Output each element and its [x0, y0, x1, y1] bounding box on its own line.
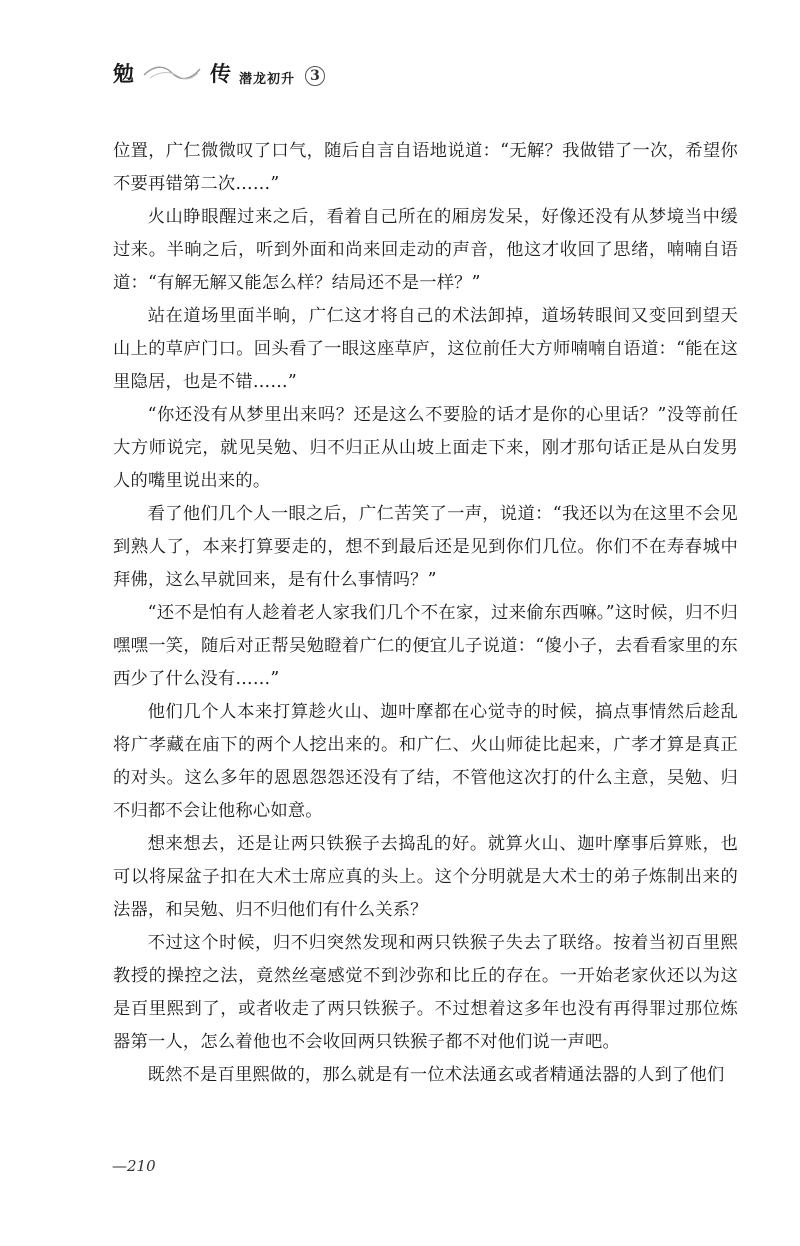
- header-volume-number: 3: [305, 66, 325, 86]
- paragraph: 想来想去，还是让两只铁猴子去捣乱的好。就算火山、迦叶摩事后算账，也可以将屎盆子扣在大术士席应真的头上。这个分明就是大术士的弟子炼制出来的法器，和吴勉、归不归他们有什么关系？: [113, 834, 738, 920]
- paragraph: 位置，广仁微微叹了口气，随后自言自语地说道：“无解？我做错了一次，希望你不要再错第二次……”: [113, 141, 738, 194]
- paragraph: 站在道场里面半晌，广仁这才将自己的术法卸掉，道场转眼间又变回到望天山上的草庐门口。回头看了一眼这座草庐，这位前任大方师喃喃自语道：“能在这里隐居，也是不错……”: [113, 306, 738, 392]
- page-number: —210: [112, 1157, 156, 1175]
- header-swirl-ornament: [142, 61, 202, 85]
- paragraph: “你还没有从梦里出来吗？还是这么不要脸的话才是你的心里话？”没等前任大方师说完，就见吴勉、归不归正从山坡上面走下来，刚才那句话正是从白发男人的嘴里说出来的。: [113, 405, 738, 491]
- paragraph: “还不是怕有人趁着老人家我们几个不在家，过来偷东西嘛。”这时候，归不归嘿嘿一笑，随后对正帮吴勉瞪着广仁的便宜儿子说道：“傻小子，去看看家里的东西少了什么没有……”: [113, 603, 738, 689]
- header-subtitle: 潜龙初升: [239, 71, 296, 87]
- header-title-char-2: 传: [210, 61, 231, 86]
- running-header: [113, 58, 325, 88]
- paragraph: 看了他们几个人一眼之后，广仁苦笑了一声，说道：“我还以为在这里不会见到熟人了，本来打算要走的，想不到最后还是见到你们几位。你们不在寿春城中拜佛，这么早就回来，是有什么事情吗？”: [113, 504, 738, 590]
- paragraph: 火山睁眼醒过来之后，看着自己所在的厢房发呆，好像还没有从梦境当中缓过来。半晌之后，听到外面和尚来回走动的声音，他这才收回了思绪，喃喃自语道：“有解无解又能怎么样？结局还不是一样？”: [113, 207, 738, 293]
- paragraph: 他们几个人本来打算趁火山、迦叶摩都在心觉寺的时候，搞点事情然后趁乱将广孝藏在庙下的两个人挖出来的。和广仁、火山师徒比起来，广孝才算是真正的对头。这么多年的恩恩怨怨还没有了结，不管他这次打的什么主意，吴勉、归不归都不会让他称心如意。: [113, 702, 738, 821]
- body-text: [113, 135, 738, 1092]
- header-title-char-1: 勉: [113, 61, 134, 86]
- paragraph: 不过这个时候，归不归突然发现和两只铁猴子失去了联络。按着当初百里熙教授的操控之法，竟然丝毫感觉不到沙弥和比丘的存在。一开始老家伙还以为这是百里熙到了，或者收走了两只铁猴子。不过想着这多年也没有再得罪过那位炼器第一人，怎么着他也不会收回两只铁猴子都不对他们说一声吧。: [113, 933, 738, 1052]
- paragraph: 既然不是百里熙做的，那么就是有一位术法通玄或者精通法器的人到了他们: [147, 1065, 725, 1085]
